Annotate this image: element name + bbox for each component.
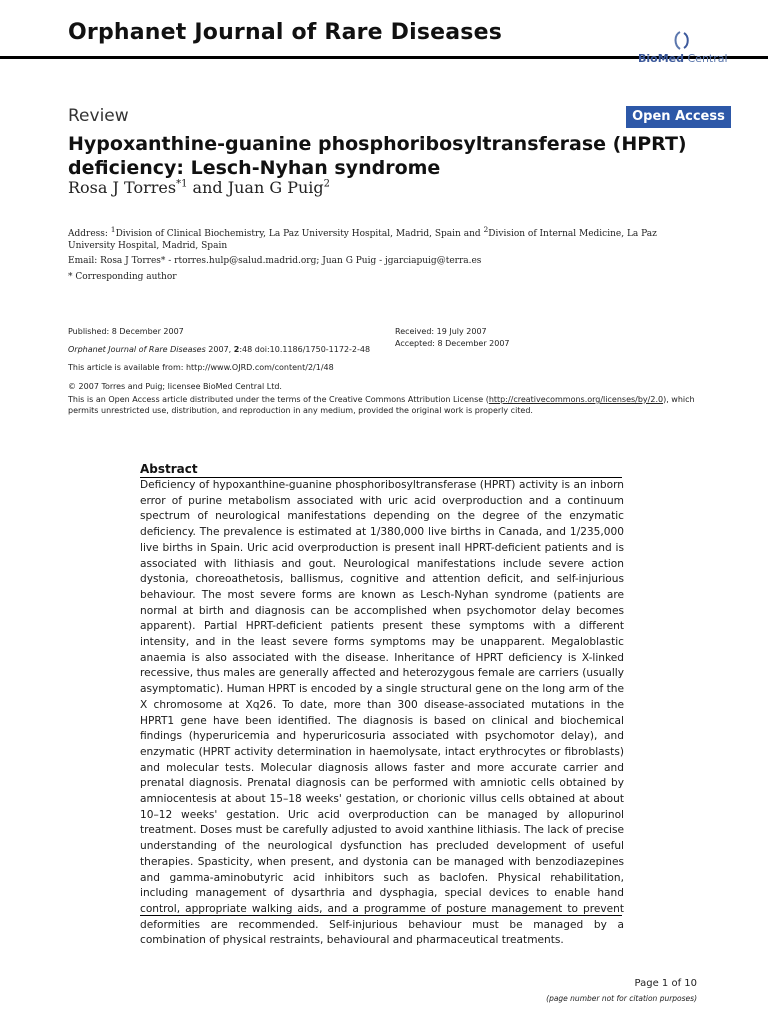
citation-year: 2007, xyxy=(205,345,234,354)
abstract-bottom-rule xyxy=(140,915,622,916)
abstract-heading: Abstract xyxy=(140,462,198,476)
author-address xyxy=(68,224,698,252)
article-url[interactable]: This article is available from: http://www.OJRD.com/content/2/1/48 xyxy=(68,363,334,372)
page-number-note: (page number not for citation purposes) xyxy=(546,994,697,1003)
article-type: Review xyxy=(68,106,129,126)
license-link[interactable]: http://creativecommons.org/licenses/by/2.0 xyxy=(488,395,664,404)
author-1[interactable]: Rosa J Torres xyxy=(68,178,177,197)
address-1: Division of Clinical Biochemistry, La Paz University Hospital, Madrid, Spain and xyxy=(115,229,484,239)
journal-title: Orphanet Journal of Rare Diseases xyxy=(68,20,503,45)
citation-line xyxy=(68,345,370,354)
license-before: This is an Open Access article distributed under the terms of the Creative Commons Attribution License ( xyxy=(68,395,489,404)
author-list xyxy=(68,178,330,197)
open-access-badge: Open Access xyxy=(626,106,731,128)
author-emails[interactable]: Email: Rosa J Torres* - rtorres.hulp@salud.madrid.org; Juan G Puig - jgarciapuig@terra.es xyxy=(68,256,482,266)
author-1-affiliation: *1 xyxy=(176,178,188,190)
published-date: Published: 8 December 2007 xyxy=(68,327,184,336)
address-sup-2: 2 xyxy=(483,225,489,234)
page-number: Page 1 of 10 xyxy=(634,978,697,989)
received-date: Received: 19 July 2007 xyxy=(395,327,487,336)
biomed-central-logo[interactable] xyxy=(636,30,736,70)
author-2[interactable]: Juan G Puig xyxy=(227,178,324,197)
publisher-central: Central xyxy=(684,52,728,65)
publisher-name xyxy=(638,52,728,65)
address-2: Division of Internal Medicine, La Paz University Hospital, Madrid, Spain xyxy=(68,229,657,251)
publisher-bio: BioMed xyxy=(638,52,684,65)
corresponding-author-note: * Corresponding author xyxy=(68,272,177,282)
license-statement xyxy=(68,394,708,416)
address-sup-1: 1 xyxy=(110,225,116,234)
copyright-line: © 2007 Torres and Puig; licensee BioMed Central Ltd. xyxy=(68,382,282,391)
address-label: Address: xyxy=(68,229,111,239)
article-title: Hypoxanthine-guanine phosphoribosyltransferase (HPRT) deficiency: Lesch-Nyhan syndrome xyxy=(68,133,687,179)
author-2-affiliation: 2 xyxy=(323,178,331,190)
author-separator: and xyxy=(187,178,228,197)
biomed-swoosh-icon xyxy=(672,30,692,52)
abstract-body: Deficiency of hypoxanthine-guanine phosphoribosyltransferase (HPRT) activity is an inborn error of purine metabolism associated with uric acid overproduction and a continuum spectrum of neurological manifestations depending on the degree of the enzymatic deficiency. The prevalence is estimated at 1/380,000 live births in Canada, and 1/235,000 live births in Spain. Uric acid overproduction is present inall HPRT-deficient patients and is associated with lithiasis and gout. Neurological manifestations include severe action dystonia, choreoathetosis, ballismus, cognitive and attention deficit, and self-injurious behaviour. The most severe forms are known as Lesch-Nyhan syndrome (patients are normal at birth and diagnosis can be accomplished when psychomotor delay becomes apparent). Partial HPRT-deficient patients present these symptoms with a different intensity, and in the least severe forms symptoms may be unapparent. Megaloblastic anaemia is also associated with the disease. Inheritance of HPRT deficiency is X-linked recessive, thus males are generally affected and heterozygous female are carriers (usually asymptomatic). Human HPRT is encoded by a single structural gene on the long arm of the X chromosome at Xq26. To date, more than 300 disease-associated mutations in the HPRT1 gene have been identified. The diagnosis is based on clinical and biochemical findings (hyperuricemia and hyperuricosuria associated with psychomotor delay), and enzymatic (HPRT activity determination in haemolysate, intact erythrocytes or fibroblasts) and molecular tests. Molecular diagnosis allows faster and more accurate carrier and prenatal diagnosis. Prenatal diagnosis can be performed with amniotic cells obtained by amniocentesis at about 15–18 weeks' gestation, or chorionic villus cells obtained at about 10–12 weeks' gestation. Uric acid overproduction can be managed by allopurinol treatment. Doses must be carefully adjusted to avoid xanthine lithiasis. The lack of precise understanding of the neurological dysfunction has precluded development of useful therapies. Spasticity, when present, and dystonia can be managed with benzodiazepines and gamma-aminobutyric acid inhibitors such as baclofen. Physical rehabilitation, including management of dysarthria and dysphagia, special devices to enable hand control, appropriate walking aids, and a programme of posture management to prevent deformities are recommended. Self-injurious behaviour must be managed by a combination of physical restraints, behavioural and pharmaceutical treatments. xyxy=(140,479,624,947)
license-after: ), which permits unrestricted use, distribution, and reproduction in any medium, provided the original work is properly cited. xyxy=(68,395,695,415)
accepted-date: Accepted: 8 December 2007 xyxy=(395,339,510,348)
citation-journal: Orphanet Journal of Rare Diseases xyxy=(68,345,206,354)
citation-volume: 2 xyxy=(233,345,240,354)
citation-doi[interactable]: :48 doi:10.1186/1750-1172-2-48 xyxy=(239,345,371,354)
